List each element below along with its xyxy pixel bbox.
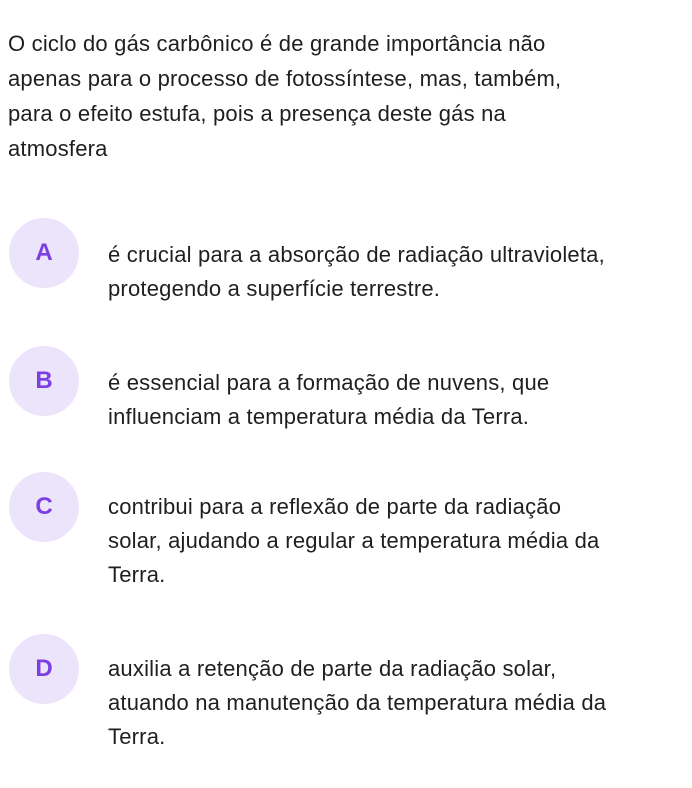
option-d[interactable]	[8, 634, 688, 754]
option-c-badge[interactable]: C	[9, 472, 79, 542]
option-c[interactable]	[8, 472, 688, 592]
option-line: solar, ajudando a regular a temperatura média da	[108, 528, 600, 553]
option-line: protegendo a superfície terrestre.	[108, 276, 441, 301]
option-c-text	[108, 472, 599, 592]
option-a-badge[interactable]: A	[9, 218, 79, 288]
option-line: contribui para a reflexão de parte da radiação	[108, 494, 562, 519]
question-line: atmosfera	[8, 136, 108, 161]
option-line: atuando na manutenção da temperatura média da	[108, 690, 607, 715]
question-line: O ciclo do gás carbônico é de grande importância não	[8, 31, 546, 56]
option-a-text	[108, 218, 605, 306]
option-line: é crucial para a absorção de radiação ultravioleta,	[108, 242, 605, 267]
option-line: auxilia a retenção de parte da radiação solar,	[108, 656, 557, 681]
option-line: influenciam a temperatura média da Terra.	[108, 404, 530, 429]
question-line: apenas para o processo de fotossíntese, mas, também,	[8, 66, 562, 91]
option-d-badge[interactable]: D	[9, 634, 79, 704]
option-line: Terra.	[108, 724, 166, 749]
option-b[interactable]	[8, 346, 688, 434]
question-line: para o efeito estufa, pois a presença deste gás na	[8, 101, 506, 126]
option-line: Terra.	[108, 562, 166, 587]
option-line: é essencial para a formação de nuvens, que	[108, 370, 550, 395]
option-a[interactable]	[8, 218, 688, 306]
option-d-text	[108, 634, 606, 754]
question-text	[8, 26, 684, 166]
option-b-badge[interactable]: B	[9, 346, 79, 416]
option-b-text	[108, 346, 549, 434]
